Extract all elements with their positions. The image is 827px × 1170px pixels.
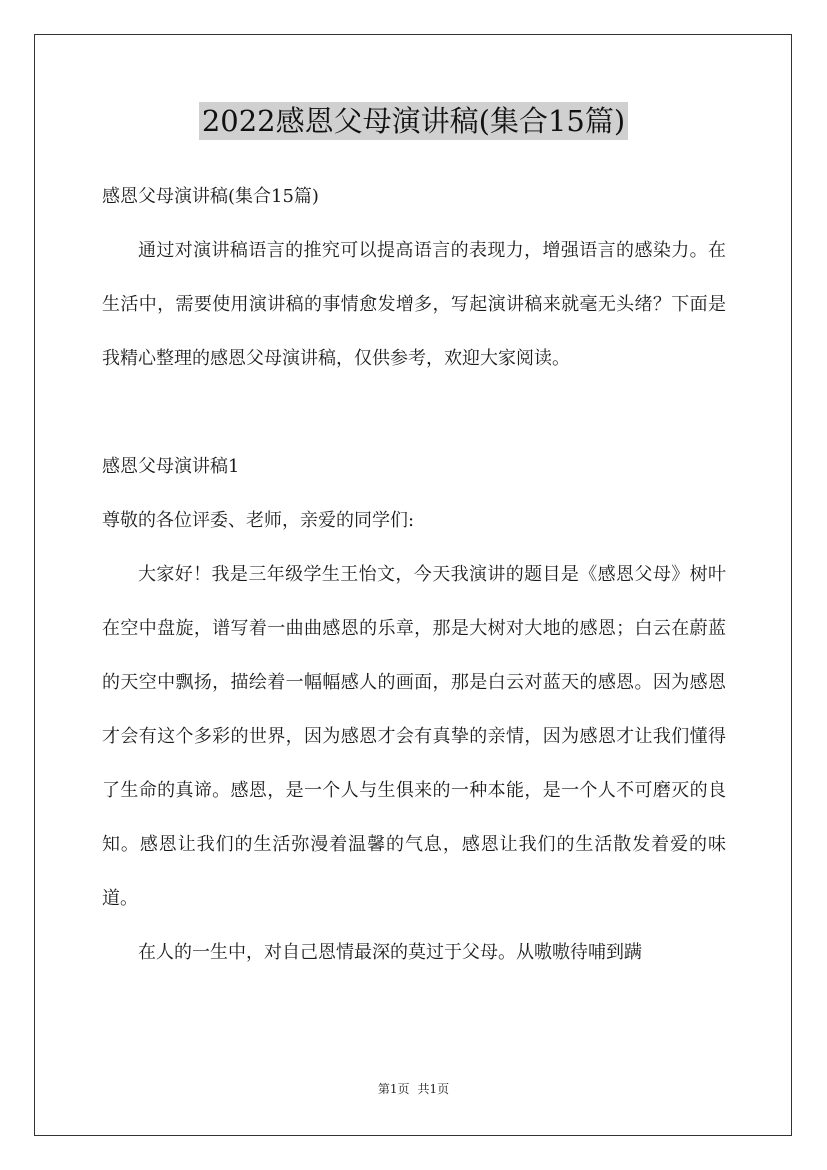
document-body	[102, 170, 726, 980]
document-subtitle: 感恩父母演讲稿(集合15篇)	[102, 186, 319, 207]
document-title: 2022感恩父母演讲稿(集合15篇)	[199, 102, 628, 140]
page-number: 第1页	[377, 1082, 410, 1096]
salutation: 尊敬的各位评委、老师，亲爱的同学们:	[102, 510, 415, 531]
title-container	[0, 102, 827, 140]
page-footer	[0, 1081, 827, 1097]
page-total: 共1页	[417, 1082, 450, 1096]
blank-line	[102, 386, 726, 440]
body-paragraph-2: 在人的一生中，对自己恩情最深的莫过于父母。从嗷嗷待哺到蹒	[138, 942, 642, 963]
intro-paragraph: 通过对演讲稿语言的推究可以提高语言的表现力，增强语言的感染力。在生活中，需要使用演讲稿的事情愈发增多，写起演讲稿来就毫无头绪？下面是我精心整理的感恩父母演讲稿，仅供参考，欢迎大家阅读。	[102, 240, 726, 369]
section-heading: 感恩父母演讲稿1	[102, 456, 240, 477]
body-paragraph-1: 大家好！我是三年级学生王怡文，今天我演讲的题目是《感恩父母》树叶在空中盘旋，谱写着一曲曲感恩的乐章，那是大树对大地的感恩；白云在蔚蓝的天空中飘扬，描绘着一幅幅感人的画面，那是白云对蓝天的感恩。因为感恩才会有这个多彩的世界，因为感恩才会有真挚的亲情，因为感恩才让我们懂得了生命的真谛。感恩，是一个人与生俱来的一种本能，是一个人不可磨灭的良知。感恩让我们的生活弥漫着温馨的气息，感恩让我们的生活散发着爱的味道。	[102, 564, 726, 909]
